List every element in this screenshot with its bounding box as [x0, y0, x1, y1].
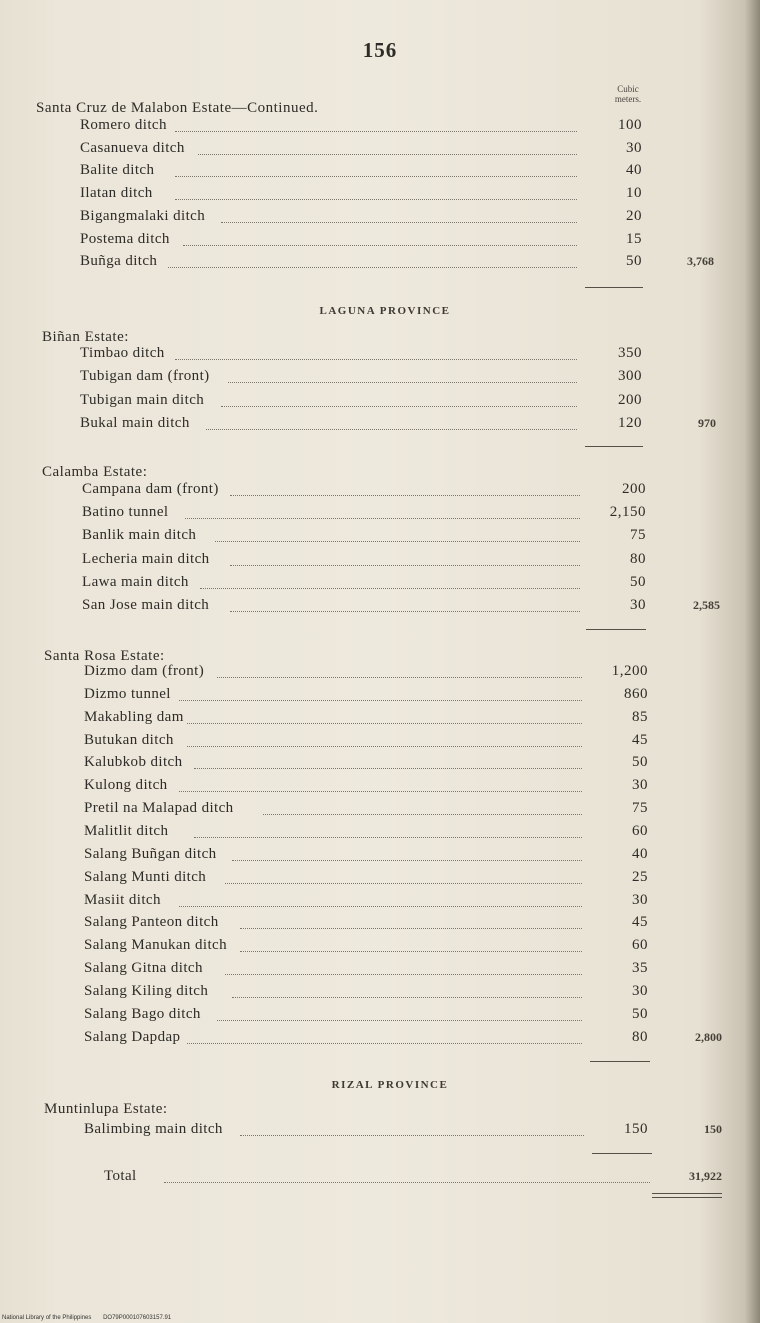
item-row [0, 415, 760, 437]
item-row [0, 892, 760, 914]
dot-leader [221, 222, 577, 223]
item-row [0, 231, 760, 253]
item-name: Salang Kiling ditch [84, 982, 209, 999]
subtotal-rule [585, 446, 643, 447]
subtotal-rule [592, 1153, 652, 1154]
item-name: Balimbing main ditch [84, 1121, 223, 1137]
item-name: Dizmo dam (front) [84, 663, 205, 679]
muntinlupa-estate-heading: Muntinlupa Estate: [44, 1101, 168, 1117]
total-double-rule [652, 1193, 722, 1194]
item-name: Kulong ditch [84, 777, 168, 794]
item-quantity: 150 [624, 1121, 648, 1137]
dot-leader [217, 677, 582, 678]
dot-leader [175, 131, 577, 132]
item-name: Salang Buñgan ditch [84, 845, 217, 862]
dot-leader [263, 814, 582, 815]
item-quantity: 80 [632, 1028, 648, 1045]
column-header-line-2: meters. [614, 94, 642, 104]
item-quantity: 30 [632, 777, 648, 794]
item-row [0, 1121, 760, 1143]
item-quantity: 45 [632, 731, 648, 748]
item-row [0, 686, 760, 708]
dot-leader [206, 429, 577, 430]
item-name: Pretil na Malapad ditch [84, 800, 234, 817]
dot-leader [168, 267, 577, 268]
column-header [598, 84, 658, 104]
item-quantity: 40 [632, 845, 648, 862]
item-quantity: 60 [632, 937, 648, 954]
item-name: Bigangmalaki ditch [80, 207, 206, 224]
item-quantity: 35 [632, 960, 648, 977]
dot-leader [175, 176, 577, 177]
item-quantity: 60 [632, 822, 648, 839]
item-quantity: 50 [630, 573, 646, 590]
item-quantity: 2,150 [609, 504, 646, 521]
column-header-line-1: Cubic [617, 84, 639, 94]
dot-leader [225, 974, 582, 975]
dot-leader [179, 700, 582, 701]
santa-rosa-estate-heading: Santa Rosa Estate: [44, 648, 165, 664]
item-row [0, 983, 760, 1005]
dot-leader [194, 768, 582, 769]
dot-leader [228, 382, 577, 383]
item-name: Banlik main ditch [82, 527, 197, 544]
item-quantity: 80 [630, 550, 646, 567]
item-quantity: 75 [632, 800, 648, 817]
item-quantity: 200 [618, 391, 642, 408]
dot-leader [230, 495, 580, 496]
item-quantity: 50 [626, 253, 642, 270]
dot-leader [240, 1135, 584, 1136]
dot-leader [185, 518, 580, 519]
item-quantity: 100 [618, 117, 642, 133]
item-row [0, 527, 760, 549]
dot-leader [200, 588, 580, 589]
item-name: Salang Gitna ditch [84, 960, 203, 977]
calamba-estate-heading: Calamba Estate: [42, 464, 148, 480]
item-row [0, 777, 760, 799]
item-name: Lawa main ditch [82, 573, 189, 590]
item-name: Batino tunnel [82, 504, 169, 521]
footer-id: DO79P000107603157.91 [103, 1315, 172, 1321]
rizal-province-heading: RIZAL PROVINCE [331, 1079, 449, 1091]
item-quantity: 75 [630, 527, 646, 544]
item-row [0, 754, 760, 776]
item-name: Makabling dam [84, 708, 184, 725]
item-row [0, 162, 760, 184]
dot-leader [215, 541, 580, 542]
item-row [0, 663, 760, 685]
item-name: Salang Dapdap [84, 1028, 181, 1045]
item-name: Salang Manukan ditch [84, 937, 227, 954]
item-row [0, 846, 760, 868]
dot-leader [175, 359, 577, 360]
estate-subtotal: 150 [704, 1122, 722, 1136]
footer-library: National Library of the Philippines [2, 1315, 92, 1321]
subtotal-rule [590, 1061, 650, 1062]
estate-subtotal: 2,585 [693, 598, 720, 612]
total-row [0, 1168, 760, 1190]
item-row [0, 732, 760, 754]
item-row [0, 800, 760, 822]
item-quantity: 1,200 [611, 663, 648, 679]
item-quantity: 120 [618, 414, 642, 431]
item-name: Salang Munti ditch [84, 868, 207, 885]
item-name: Romero ditch [80, 117, 167, 133]
item-quantity: 50 [632, 754, 648, 771]
item-quantity: 10 [626, 185, 642, 202]
item-quantity: 25 [632, 868, 648, 885]
item-quantity: 50 [632, 1005, 648, 1022]
dot-leader [187, 723, 582, 724]
item-row [0, 914, 760, 936]
dot-leader [225, 883, 582, 884]
subtotal-rule [586, 629, 646, 630]
dot-leader [175, 199, 577, 200]
item-name: Buñga ditch [80, 253, 158, 270]
item-name: Tubigan dam (front) [80, 368, 210, 385]
dot-leader [232, 997, 582, 998]
item-name: Balite ditch [80, 162, 155, 179]
continued-heading: Santa Cruz de Malabon Estate—Continued. [36, 100, 319, 116]
item-row [0, 117, 760, 139]
item-name: Tubigan main ditch [80, 391, 205, 408]
item-quantity: 200 [622, 481, 646, 497]
dot-leader [232, 860, 582, 861]
item-row [0, 937, 760, 959]
dot-leader [221, 406, 577, 407]
item-quantity: 860 [624, 685, 648, 702]
item-name: Salang Bago ditch [84, 1005, 201, 1022]
item-name: Masiit ditch [84, 891, 161, 908]
item-row [0, 960, 760, 982]
item-quantity: 30 [632, 891, 648, 908]
estate-subtotal: 3,768 [687, 254, 714, 269]
item-name: Casanueva ditch [80, 139, 185, 156]
laguna-province-heading: LAGUNA PROVINCE [319, 305, 451, 317]
item-row [0, 504, 760, 526]
dot-leader [240, 928, 582, 929]
dot-leader [240, 951, 582, 952]
item-row [0, 1006, 760, 1028]
item-name: San Jose main ditch [82, 597, 210, 613]
item-row [0, 253, 760, 275]
item-row [0, 185, 760, 207]
item-name: Bukal main ditch [80, 414, 190, 431]
dot-leader [194, 837, 582, 838]
item-name: Butukan ditch [84, 731, 174, 748]
binan-estate-heading: Biñan Estate: [42, 329, 129, 345]
item-quantity: 85 [632, 708, 648, 725]
total-leader [164, 1182, 650, 1183]
item-name: Campana dam (front) [82, 481, 219, 497]
item-row [0, 481, 760, 503]
footer-credit [2, 1315, 181, 1321]
item-row [0, 597, 760, 619]
item-row [0, 140, 760, 162]
item-quantity: 300 [618, 368, 642, 385]
dot-leader [187, 1043, 582, 1044]
dot-leader [230, 565, 580, 566]
item-name: Postema ditch [80, 230, 170, 247]
item-quantity: 15 [626, 230, 642, 247]
item-quantity: 45 [632, 914, 648, 931]
item-name: Ilatan ditch [80, 185, 153, 202]
item-name: Malitlit ditch [84, 822, 169, 839]
item-row [0, 869, 760, 891]
dot-leader [230, 611, 580, 612]
item-row [0, 709, 760, 731]
item-name: Salang Panteon ditch [84, 914, 219, 931]
subtotal-rule [585, 287, 643, 288]
item-row [0, 551, 760, 573]
item-name: Lecheria main ditch [82, 550, 210, 567]
item-quantity: 350 [618, 345, 642, 361]
total-label: Total [104, 1168, 137, 1184]
item-quantity: 30 [630, 597, 646, 613]
item-quantity: 30 [626, 139, 642, 156]
item-quantity: 30 [632, 982, 648, 999]
item-name: Kalubkob ditch [84, 754, 183, 771]
total-value: 31,922 [689, 1169, 722, 1183]
item-row [0, 1029, 760, 1051]
item-row [0, 392, 760, 414]
item-name: Timbao ditch [80, 345, 165, 361]
item-row [0, 345, 760, 367]
item-row [0, 574, 760, 596]
item-quantity: 40 [626, 162, 642, 179]
page-number: 156 [362, 38, 398, 62]
dot-leader [217, 1020, 582, 1021]
dot-leader [179, 906, 582, 907]
dot-leader [198, 154, 577, 155]
item-quantity: 20 [626, 207, 642, 224]
item-name: Dizmo tunnel [84, 685, 171, 702]
estate-subtotal: 970 [698, 415, 716, 430]
item-row [0, 823, 760, 845]
total-double-rule [652, 1197, 722, 1198]
item-row [0, 368, 760, 390]
item-row [0, 208, 760, 230]
dot-leader [179, 791, 582, 792]
dot-leader [183, 245, 577, 246]
dot-leader [187, 746, 582, 747]
estate-subtotal: 2,800 [695, 1029, 722, 1044]
